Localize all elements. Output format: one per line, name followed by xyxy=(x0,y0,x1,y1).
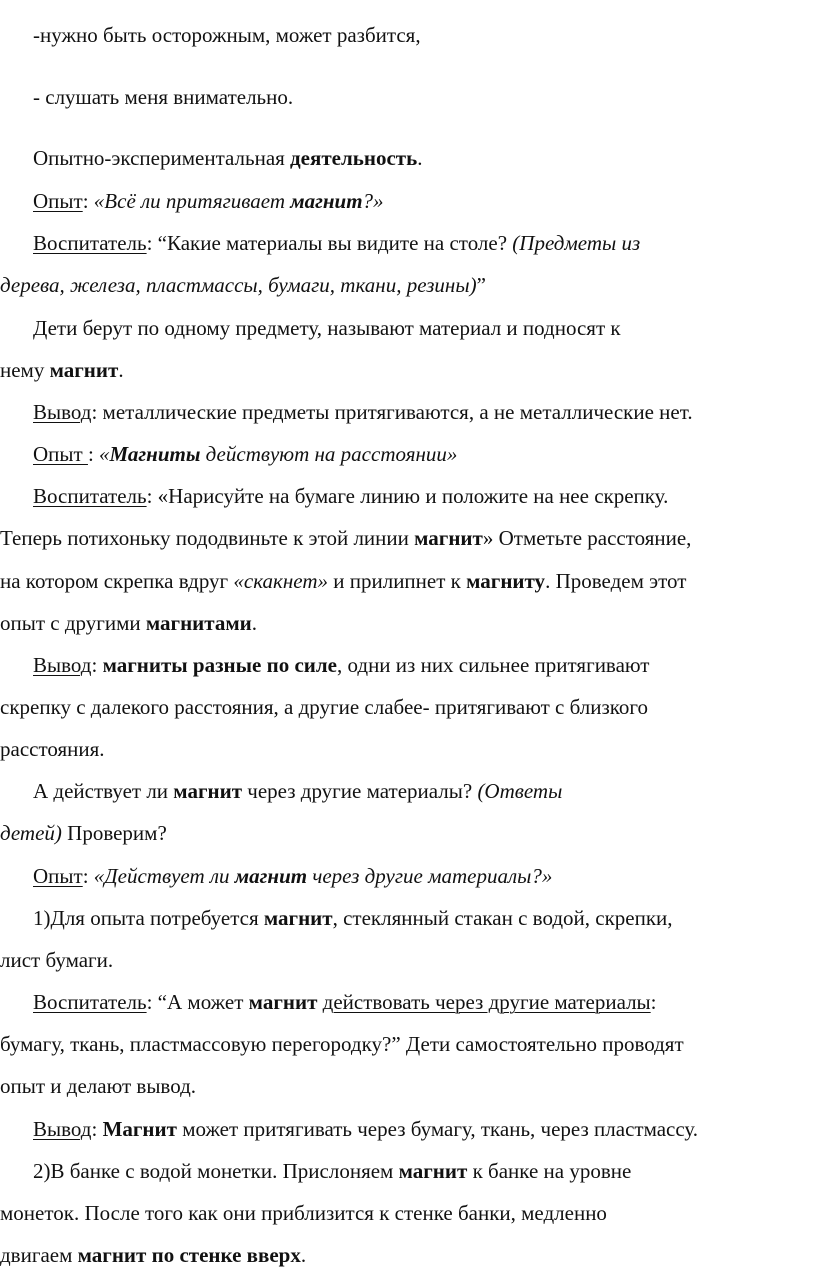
bold-text: магнитами xyxy=(145,611,252,635)
text: . xyxy=(300,1243,307,1267)
paragraph-line xyxy=(0,349,124,391)
text: Проверим? xyxy=(61,821,167,845)
conclusion-2 xyxy=(33,644,649,686)
italic-text: (Предметы из xyxy=(512,231,641,255)
text: -нужно быть осторожным, может разбится, xyxy=(33,23,421,47)
text: скрепку с далекого расстояния, а другие слабее- притягивают с близкого xyxy=(0,695,649,719)
paragraph-line xyxy=(0,812,167,854)
bullet-listen xyxy=(33,76,293,118)
text: монеток. После того как они приблизится к стенке банки, медленно xyxy=(0,1201,607,1225)
bold-text: магнит xyxy=(248,990,318,1014)
text: Дети берут по одному предмету, называют материал и подносят к xyxy=(33,316,621,340)
text: : xyxy=(91,1117,103,1141)
paragraph-line xyxy=(0,939,113,981)
text: расстояния. xyxy=(0,737,105,761)
paragraph-line xyxy=(0,728,105,770)
paragraph-line xyxy=(0,560,686,602)
label-teacher: Воспитатель xyxy=(33,484,147,508)
text: опыт и делают вывод. xyxy=(0,1074,197,1098)
text: . xyxy=(251,611,258,635)
paragraph-line xyxy=(0,1065,196,1107)
bold-text: магниту xyxy=(466,569,546,593)
label-teacher: Воспитатель xyxy=(33,990,147,1014)
text: : металлические предметы притягиваются, а не металлические нет. xyxy=(91,400,693,424)
conclusion-1 xyxy=(33,391,693,433)
label-experiment: Опыт xyxy=(33,189,83,213)
italic-text: «Действует ли xyxy=(93,864,235,888)
question-line xyxy=(33,770,562,812)
bold-text: деятельность xyxy=(290,146,418,170)
text: через другие материалы? xyxy=(242,779,478,803)
bold-text: магниты разные по силе xyxy=(102,653,337,677)
bold-text: магнит по стенке вверх xyxy=(77,1243,301,1267)
text: Теперь потихоньку пододвиньте к этой линии xyxy=(0,526,415,550)
label-conclusion: Вывод xyxy=(33,653,92,677)
italic-text: (Ответы xyxy=(477,779,563,803)
text: 2)В банке с водой монетки. Прислоняем xyxy=(33,1159,399,1183)
italic-text: ?» xyxy=(362,189,384,213)
text: Опытно-экспериментальная xyxy=(33,146,291,170)
italic-text: действуют на расстоянии» xyxy=(200,442,458,466)
text: - слушать меня внимательно. xyxy=(33,85,294,109)
paragraph-line xyxy=(0,1023,684,1065)
text: : xyxy=(82,864,94,888)
bold-text: Магнит xyxy=(102,1117,177,1141)
bullet-careful xyxy=(33,14,421,56)
bold-text: магнит xyxy=(414,526,483,550)
experiment-2-title xyxy=(33,433,457,475)
teacher-question xyxy=(33,222,640,264)
text: : xyxy=(82,189,94,213)
italic-text: «Всё ли притягивает xyxy=(93,189,291,213)
bold-text: магнит xyxy=(49,358,119,382)
text: : xyxy=(650,990,657,1014)
bold-italic-text: Магниты xyxy=(109,442,201,466)
label-experiment: Опыт xyxy=(33,442,88,466)
underlined-text: действовать через другие материалы xyxy=(322,990,651,1014)
paragraph-line xyxy=(0,1192,607,1234)
paragraph-line xyxy=(0,1234,306,1276)
text: двигаем xyxy=(0,1243,78,1267)
italic-text: детей) xyxy=(0,821,62,845)
text: может притягивать через бумагу, ткань, через пластмассу. xyxy=(176,1117,699,1141)
bold-text: магнит xyxy=(398,1159,468,1183)
label-conclusion: Вывод xyxy=(33,400,92,424)
text: к банке на уровне xyxy=(467,1159,632,1183)
numbered-item-1 xyxy=(33,897,673,939)
section-heading xyxy=(33,137,422,179)
experiment-1-title xyxy=(33,180,384,222)
label-experiment: Опыт xyxy=(33,864,83,888)
text: ” xyxy=(476,273,486,297)
italic-text: дерева, железа, пластмассы, бумаги, ткани, резины) xyxy=(0,273,477,297)
bold-text: магнит xyxy=(263,906,333,930)
text: » Отметьте расстояние, xyxy=(482,526,692,550)
text: бумагу, ткань, пластмассовую перегородку?” Дети самостоятельно проводят xyxy=(0,1032,684,1056)
experiment-3-title xyxy=(33,855,552,897)
text: , одни из них сильнее притягивают xyxy=(336,653,650,677)
italic-text: « xyxy=(99,442,110,466)
paragraph-line xyxy=(0,602,257,644)
text: . xyxy=(417,146,423,170)
paragraph-line xyxy=(0,686,648,728)
text: : «Нарисуйте на бумаге линию и положите на нее скрепку. xyxy=(146,484,669,508)
text: : xyxy=(87,442,100,466)
label-teacher: Воспитатель xyxy=(33,231,147,255)
text: : “А может xyxy=(146,990,249,1014)
italic-text: «скакнет» xyxy=(233,569,328,593)
numbered-item-2 xyxy=(33,1150,631,1192)
conclusion-3 xyxy=(33,1108,698,1150)
text: А действует ли xyxy=(33,779,174,803)
teacher-instruction xyxy=(33,475,668,517)
text: нему xyxy=(0,358,50,382)
text: . Проведем этот xyxy=(545,569,687,593)
text: , стеклянный стакан с водой, скрепки, xyxy=(332,906,673,930)
text: опыт с другими xyxy=(0,611,146,635)
bold-text: магнит xyxy=(173,779,243,803)
text: лист бумаги. xyxy=(0,948,114,972)
label-conclusion: Вывод xyxy=(33,1117,92,1141)
italic-text: через другие материалы?» xyxy=(307,864,553,888)
bold-italic-text: магнит xyxy=(234,864,308,888)
text: и прилипнет к xyxy=(328,569,467,593)
paragraph-line xyxy=(0,264,486,306)
bold-italic-text: магнит xyxy=(290,189,363,213)
text: . xyxy=(118,358,124,382)
paragraph-line xyxy=(0,517,691,559)
paragraph-line xyxy=(33,307,621,349)
text: : “Какие материалы вы видите на столе? xyxy=(146,231,513,255)
text: : xyxy=(91,653,103,677)
text: на котором скрепка вдруг xyxy=(0,569,234,593)
text: 1)Для опыта потребуется xyxy=(33,906,264,930)
teacher-question-2 xyxy=(33,981,657,1023)
